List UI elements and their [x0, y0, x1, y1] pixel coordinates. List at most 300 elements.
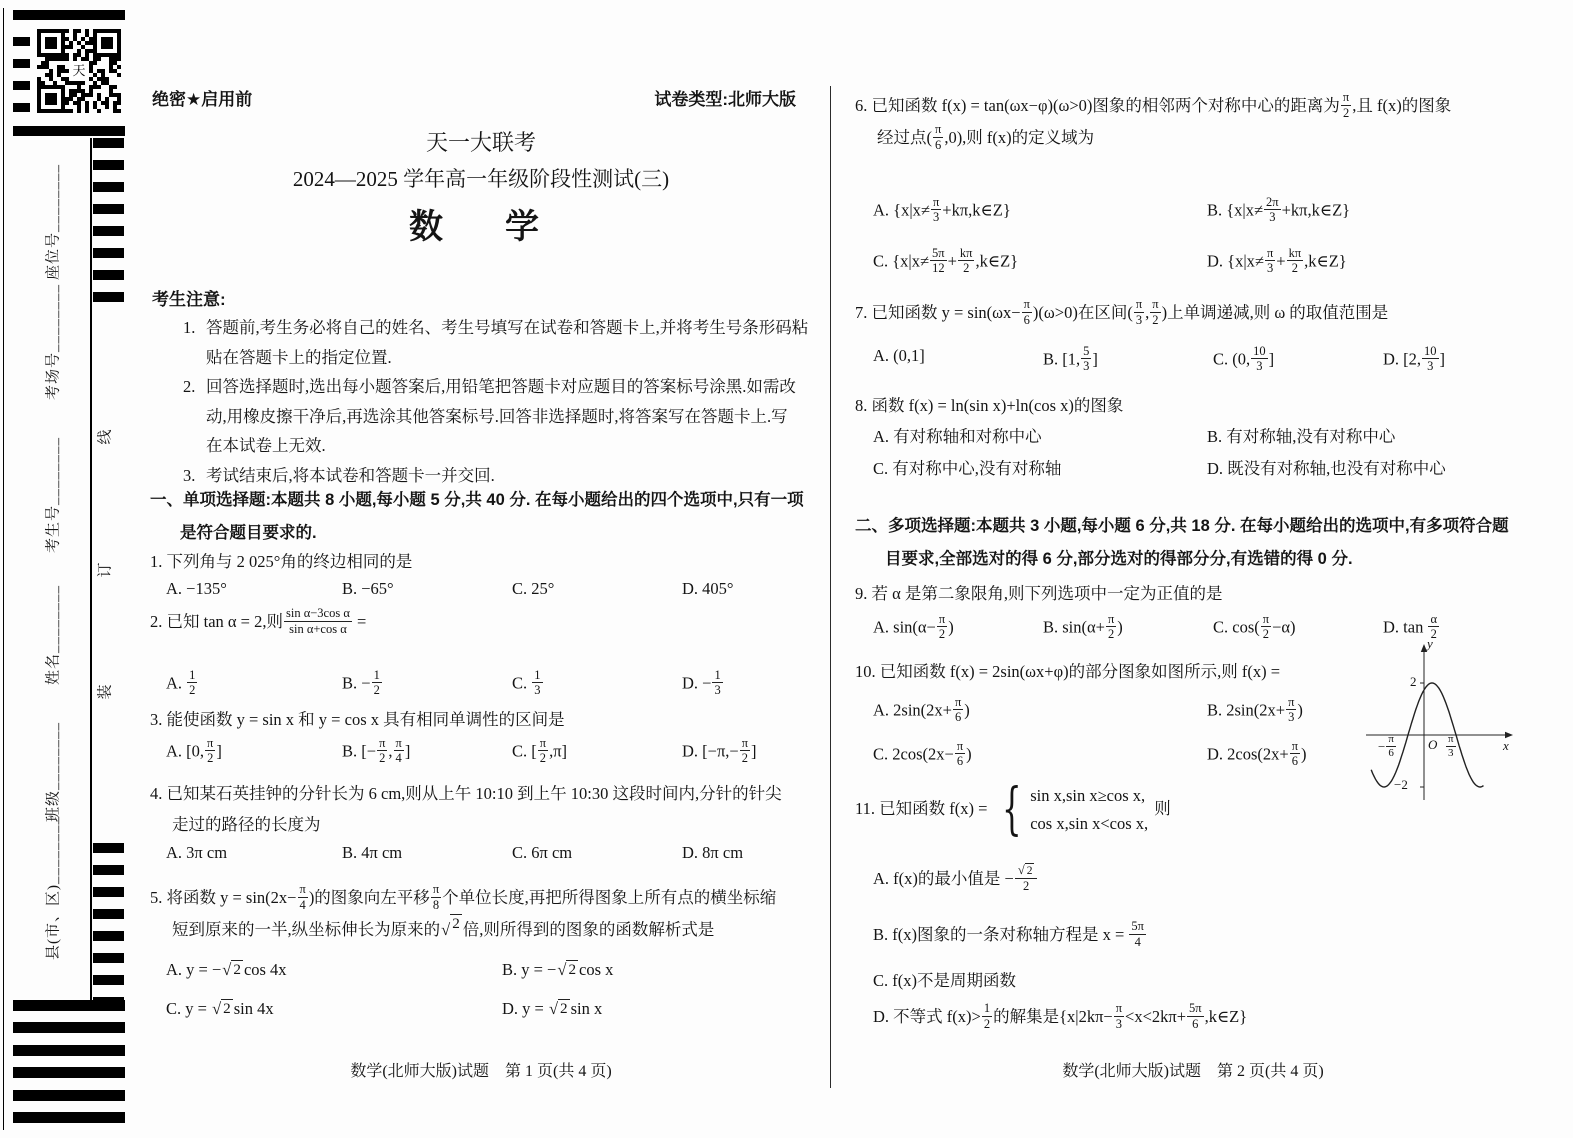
text-fragment — [81, 93, 85, 97]
text-fragment — [109, 69, 113, 73]
text-fragment — [61, 65, 65, 69]
text-fragment: kπ — [959, 246, 973, 260]
text-fragment — [37, 77, 41, 81]
text-fragment — [113, 69, 117, 73]
option-5-C: C. y = √ 2 sin 4x — [166, 999, 274, 1018]
text-fragment: 1 — [534, 668, 541, 682]
text-fragment — [77, 29, 81, 33]
text-fragment: 1 — [189, 668, 196, 682]
text-fragment: 6 — [953, 709, 963, 724]
fraction — [1015, 863, 1038, 894]
text-fragment — [101, 73, 105, 77]
text-fragment — [109, 61, 113, 65]
option-9-A: A. sin(α− $\frac{\pi}{2}$ ) — [873, 612, 954, 642]
bottom-stripe — [13, 1112, 125, 1123]
text-fragment: 3 — [1264, 209, 1281, 224]
page1-header-row — [152, 85, 796, 110]
question-line — [855, 578, 1531, 609]
sqrt — [441, 914, 462, 945]
question-line — [150, 704, 812, 735]
exam-page-1 — [150, 82, 812, 1138]
text-fragment — [45, 65, 49, 69]
text-fragment — [69, 41, 73, 45]
sqrt — [549, 999, 570, 1019]
text-fragment — [97, 77, 101, 81]
text-fragment: α — [1430, 612, 1438, 626]
text-fragment — [73, 37, 77, 41]
fraction — [1261, 612, 1271, 642]
text-fragment — [97, 85, 101, 89]
text-fragment — [37, 65, 41, 69]
fraction — [982, 1001, 992, 1031]
option-2-D: D. − $\frac{1}{3}$ — [682, 668, 721, 698]
timing-mark-upper — [93, 204, 124, 214]
text-fragment — [77, 105, 81, 109]
text-fragment: 5π — [932, 246, 945, 260]
binding-char-staple: 订 — [96, 562, 114, 578]
fraction — [931, 195, 941, 225]
fraction — [712, 668, 722, 698]
section-line: 二、多项选择题:本题共 3 小题,每小题 6 分,共 18 分. 在每小题给出的选项中,有多项符合题 — [855, 517, 1509, 535]
text-fragment: 6 — [1022, 312, 1032, 327]
fraction — [431, 882, 441, 912]
fraction — [937, 612, 947, 642]
text-fragment — [41, 65, 45, 69]
fraction — [1428, 612, 1439, 642]
x-tick-pi-3 — [1445, 735, 1457, 761]
text-fragment: 已知函数 f(x) = tan(ωx−φ)(ω>0)图象的相邻两个对称中心的距离为 $\frac{\pi}{2}$ ,且 f(x)的图象 — [871, 90, 1452, 120]
option-2-B: B. − $\frac{1}{2}$ — [342, 668, 380, 698]
candidate-number-label: 考生号________ — [45, 436, 62, 554]
question-number: 5. — [150, 888, 167, 907]
fraction — [377, 736, 387, 766]
text-fragment — [113, 105, 117, 109]
text-fragment: 2 — [740, 750, 750, 765]
fraction — [538, 736, 548, 766]
text-fragment — [73, 81, 77, 85]
text-fragment — [93, 85, 97, 89]
text-fragment — [61, 69, 65, 73]
option-4-D: D. 8π cm — [682, 843, 744, 862]
text-fragment: π — [1266, 246, 1274, 260]
question-number: 6. — [855, 96, 872, 115]
question-line — [855, 656, 1531, 687]
sqrt — [557, 960, 578, 980]
text-fragment — [49, 77, 53, 81]
origin-label: O — [1428, 737, 1438, 752]
text-fragment — [81, 37, 85, 41]
text-fragment — [105, 77, 109, 81]
option-8-B: B. 有对称轴,没有对称中心 — [1207, 427, 1396, 446]
text-fragment — [85, 109, 89, 113]
text-fragment: 1 — [983, 1001, 991, 1016]
text-fragment: kπ — [1288, 246, 1302, 260]
text-fragment — [93, 73, 97, 77]
timing-mark-upper — [93, 160, 124, 170]
question-line — [150, 809, 812, 840]
timing-mark-upper — [93, 138, 124, 148]
text-fragment — [61, 77, 65, 81]
text-fragment: 走过的路径的长度为 — [172, 815, 321, 834]
text-fragment: π — [1262, 612, 1270, 626]
text-fragment: 3 — [1134, 312, 1144, 327]
binding-rule-line — [90, 138, 92, 1000]
text-fragment — [117, 109, 121, 113]
text-fragment: 6 — [1187, 1016, 1204, 1031]
question-number: 1. — [150, 552, 167, 571]
text-fragment — [69, 89, 73, 93]
paper-type: 试卷类型:北师大版 — [654, 90, 796, 109]
question-11 — [855, 777, 1531, 843]
text-fragment — [65, 97, 69, 101]
text-fragment — [113, 61, 117, 65]
option-8-D: D. 既没有对称轴,也没有对称中心 — [1207, 459, 1446, 478]
notice-1-line: 1. 答题前,考生务必将自己的姓名、考生号填写在试卷和答题卡上,并将考生号条形码粘 — [150, 313, 812, 343]
text-fragment: 已知函数 f(x) = 2sin(ωx+φ)的部分图象如图所示,则 f(x) = — [879, 662, 1281, 681]
text-fragment — [77, 101, 81, 105]
text-fragment — [61, 57, 65, 61]
fraction — [933, 122, 943, 152]
timing-square — [13, 103, 30, 112]
notice-2-line: 在本试卷上无效. — [206, 436, 326, 455]
text-fragment — [81, 57, 85, 61]
option-3-B: B. [− $\frac{\pi}{2}$ , $\frac{\pi}{4}$ ] — [342, 736, 411, 766]
text-fragment — [77, 85, 81, 89]
option-3-C: C. [ $\frac{\pi}{2}$ ,π] — [512, 736, 568, 766]
text-fragment: √ — [548, 999, 559, 1018]
fraction — [1081, 344, 1091, 374]
text-fragment: 2 — [452, 915, 460, 933]
qr-code — [37, 29, 121, 118]
text-fragment — [1030, 782, 1148, 838]
timing-mark-upper — [93, 182, 124, 192]
text-fragment: 6 — [933, 137, 943, 152]
text-fragment — [73, 57, 77, 61]
x-axis-label: x — [1503, 738, 1509, 753]
bottom-stripe — [13, 1045, 125, 1056]
text-fragment — [89, 49, 93, 53]
text-fragment — [45, 73, 49, 77]
question-2 — [150, 606, 812, 638]
option-1-C: C. 25° — [512, 579, 555, 598]
text-fragment: √ — [441, 920, 451, 940]
text-fragment — [65, 57, 69, 61]
text-fragment: sin x,sin x≥cos x, — [1030, 786, 1146, 805]
text-fragment — [101, 69, 105, 73]
text-fragment — [109, 85, 113, 89]
text-fragment: sin α+cos α — [284, 621, 352, 636]
text-fragment: π — [956, 739, 964, 753]
text-fragment: 短到原来的一半,纵坐标伸长为原来的 √ 2 倍,则所得到的图象的函数解析式是 — [172, 920, 714, 939]
text-fragment: π — [1342, 90, 1350, 105]
option-1-A: A. −135° — [166, 579, 227, 598]
text-fragment: 4 — [1129, 934, 1146, 949]
question-7 — [855, 297, 1531, 329]
text-fragment: π — [954, 695, 962, 709]
text-fragment: 2 — [568, 961, 577, 978]
text-fragment — [37, 29, 121, 113]
option-3-A: A. [0, $\frac{\pi}{2}$ ] — [166, 736, 222, 766]
text-fragment: 2 — [377, 750, 387, 765]
text-fragment — [85, 93, 89, 97]
timing-square — [13, 37, 30, 46]
fraction — [1265, 246, 1275, 276]
text-fragment: 2 — [983, 1016, 991, 1031]
text-fragment — [49, 73, 53, 77]
sqrt — [212, 999, 233, 1019]
bottom-stripe — [13, 1000, 125, 1011]
text-fragment: 下列角与 2 025°角的终边相同的是 — [166, 552, 413, 571]
text-fragment: 2 — [937, 626, 947, 641]
question-3 — [150, 704, 812, 735]
text-fragment: 2 — [958, 260, 975, 275]
county-label: 县(市、区)________ — [45, 816, 62, 960]
fraction — [1386, 733, 1396, 759]
text-fragment: 4 — [298, 897, 308, 912]
timing-mark-lower — [93, 909, 124, 919]
text-fragment — [89, 69, 93, 73]
text-fragment — [109, 89, 113, 93]
fraction — [1286, 695, 1296, 725]
text-fragment: √ — [212, 999, 222, 1018]
text-fragment: π — [1291, 739, 1299, 753]
text-fragment — [85, 57, 89, 61]
text-fragment: 2 — [205, 750, 215, 765]
text-fragment — [49, 57, 53, 61]
text-fragment — [73, 29, 77, 33]
seat-number-label: 座位号________ — [45, 163, 62, 281]
text-fragment: 3 — [1083, 359, 1090, 374]
bottom-stripe — [13, 1022, 125, 1033]
sqrt — [222, 960, 243, 980]
text-fragment — [53, 81, 57, 85]
text-fragment: 3 — [1251, 358, 1268, 373]
security-notice: 绝密★启用前 — [152, 90, 253, 109]
fraction — [1114, 1001, 1124, 1031]
binding-sidebar — [0, 0, 146, 1138]
text-fragment: π — [395, 736, 402, 750]
timing-mark-lower — [93, 975, 124, 985]
text-fragment: 已知某石英挂钟的分针长为 6 cm,则从上午 10:10 到上午 10:30 这段时间内,分针的针尖 — [166, 784, 782, 803]
option-2-C: C. $\frac{1}{3}$ — [512, 668, 541, 698]
text-fragment — [85, 49, 89, 53]
notice-2-line: 2. 回答选择题时,选出每小题答案后,用铅笔把答题卡对应题目的答案标号涂黑.如需改 — [150, 372, 812, 402]
option-7-D: D. [2, $\frac{10}{3}$ ] — [1383, 344, 1446, 374]
text-fragment: 能使函数 y = sin x 和 y = cos x 具有相同单调性的区间是 — [166, 710, 565, 729]
option-11-B: B. f(x)图象的一条对称轴方程是 x = $\frac{5\pi}{4}$ — [873, 919, 1144, 949]
text-fragment — [57, 69, 61, 73]
text-fragment — [93, 105, 97, 109]
section-line: 一、单项选择题:本题共 8 小题,每小题 5 分,共 40 分. 在每小题给出的四个选项中,只有一项 — [150, 491, 804, 509]
question-9 — [855, 578, 1531, 609]
option-6-A: A. {x|x≠ $\frac{\pi}{3}$ +kπ,k∈Z} — [873, 195, 1011, 225]
text-fragment — [73, 53, 77, 57]
timing-mark-upper — [93, 248, 124, 258]
class-label: 班级________ — [45, 721, 62, 823]
text-fragment: cos x,sin x<cos x, — [1030, 814, 1149, 833]
question-line — [855, 90, 1531, 122]
qr-logo-glyph: 天 — [72, 63, 86, 78]
fraction — [298, 882, 308, 912]
fraction — [1264, 195, 1281, 225]
text-fragment: 2π — [1266, 195, 1279, 209]
text-fragment: sin α−3cos α — [285, 606, 350, 621]
text-fragment: 2 — [1261, 626, 1271, 641]
text-fragment: 3 — [1114, 1016, 1124, 1031]
fraction — [1422, 344, 1439, 374]
option-11-A: A. f(x)的最小值是 − √ 2 2 — [873, 865, 1038, 896]
text-fragment: 已知函数 y = sin(ωx− $\frac{\pi}{6}$ )(ω>0)在区间( $\frac{\pi}{3}$ , $\frac{\pi}{2}$ )上单调递减,则 ω 的取值范围是 — [871, 297, 1389, 327]
binding-char-bind: 装 — [96, 684, 114, 700]
exam-room-label: 考场号________ — [45, 283, 62, 401]
text-fragment: 1 — [373, 668, 380, 682]
text-fragment — [89, 85, 93, 89]
text-fragment: 3 — [1446, 746, 1456, 760]
section-1-heading — [150, 484, 812, 550]
text-fragment — [65, 69, 69, 73]
text-fragment — [77, 89, 81, 93]
text-fragment — [93, 81, 97, 85]
text-fragment: 8 — [431, 897, 441, 912]
question-6 — [855, 90, 1531, 154]
option-8-C: C. 有对称中心,没有对称轴 — [873, 459, 1062, 478]
text-fragment — [117, 101, 121, 105]
question-line — [855, 297, 1531, 329]
question-number: 3. — [150, 710, 167, 729]
fraction — [372, 668, 382, 698]
text-fragment — [65, 53, 69, 57]
text-fragment: √ — [557, 960, 567, 979]
text-fragment — [77, 41, 81, 45]
text-fragment — [65, 45, 69, 49]
timing-square — [13, 59, 30, 68]
text-fragment — [73, 33, 77, 37]
text-fragment: π — [1448, 733, 1454, 745]
text-fragment: 5π — [1189, 1001, 1202, 1016]
question-line — [855, 390, 1531, 421]
text-fragment — [65, 29, 69, 33]
text-fragment: π — [932, 195, 940, 209]
text-fragment: 2 — [223, 1000, 231, 1017]
text-fragment: 2 — [373, 683, 380, 698]
option-8-A: A. 有对称轴和对称中心 — [873, 427, 1042, 446]
fraction — [1290, 739, 1300, 769]
text-fragment — [97, 93, 101, 97]
text-fragment — [45, 37, 57, 49]
question-line — [855, 777, 1531, 843]
text-fragment: π — [299, 882, 306, 897]
sqrt — [1018, 863, 1035, 878]
question-4 — [150, 778, 812, 840]
binding-char-line: 线 — [96, 429, 114, 445]
question-5 — [150, 882, 812, 945]
text-fragment: 2 — [538, 750, 548, 765]
question-1 — [150, 546, 812, 577]
text-fragment: π — [1288, 695, 1295, 709]
text-fragment: 1. — [183, 318, 196, 337]
option-5-D: D. y = √ 2 sin x — [502, 999, 603, 1018]
section-2-heading — [855, 510, 1531, 576]
question-number: 8. — [855, 396, 872, 415]
text-fragment — [1015, 863, 1038, 878]
fraction — [1134, 297, 1144, 327]
question-line — [855, 122, 1531, 154]
text-fragment — [117, 93, 121, 97]
name-label: 姓名________ — [45, 584, 62, 686]
option-3-D: D. [−π,− $\frac{\pi}{2}$ ] — [682, 736, 757, 766]
text-fragment — [109, 93, 113, 97]
text-fragment — [85, 33, 89, 37]
option-10-C: C. 2cos(2x− $\frac{\pi}{6}$ ) — [873, 739, 972, 769]
text-fragment — [93, 61, 97, 65]
text-fragment: 2 — [1428, 626, 1439, 641]
text-fragment: π — [935, 122, 942, 137]
text-fragment: 若 α 是第二象限角,则下列选项中一定为正值的是 — [871, 584, 1223, 603]
option-4-B: B. 4π cm — [342, 843, 403, 862]
text-fragment — [65, 101, 69, 105]
text-fragment: π — [207, 736, 214, 750]
text-fragment: 函数 f(x) = ln(sin x)+ln(cos x)的图象 — [871, 396, 1124, 415]
subject-title: 数 学 — [409, 209, 553, 246]
timing-mark-upper — [93, 270, 124, 280]
text-fragment — [117, 65, 121, 69]
timing-mark-lower — [93, 931, 124, 941]
question-line — [150, 882, 812, 914]
text-fragment — [101, 81, 105, 85]
option-2-A: A. $\frac{1}{2}$ — [166, 668, 196, 698]
bottom-stripe — [13, 1090, 125, 1101]
text-fragment: π — [1388, 733, 1394, 745]
text-fragment — [113, 101, 117, 105]
text-fragment: 3. — [183, 465, 196, 485]
text-fragment — [89, 65, 93, 69]
text-fragment: √ — [1017, 863, 1025, 877]
text-fragment — [89, 93, 93, 97]
text-fragment: 将函数 y = sin(2x− $\frac{\pi}{4}$ )的图象向左平移 $\frac{\pi}{8}$ 个单位长度,再把所得图象上所有点的横坐标缩 — [166, 882, 777, 912]
option-9-D: D. tan $\frac{\alpha}{2}$ — [1383, 612, 1438, 642]
option-10-A: A. 2sin(2x+ $\frac{\pi}{6}$ ) — [873, 695, 970, 725]
text-fragment: 2 — [189, 683, 196, 698]
text-fragment — [49, 69, 53, 73]
text-fragment — [97, 97, 101, 101]
fraction — [284, 606, 352, 636]
text-fragment: 经过点( $\frac{\pi}{6}$ ,0),则 f(x)的定义域为 — [877, 122, 1095, 152]
text-fragment: { — [1001, 777, 1022, 843]
text-fragment: 3 — [534, 683, 541, 698]
question-number: 9. — [855, 584, 872, 603]
text-fragment — [69, 97, 73, 101]
text-fragment: 2. — [183, 377, 196, 396]
text-fragment — [97, 69, 101, 73]
text-fragment: 2 — [1026, 865, 1033, 877]
candidate-notices — [150, 313, 812, 490]
text-fragment — [65, 81, 69, 85]
text-fragment — [117, 73, 121, 77]
text-fragment: 已知函数 f(x) = { sin x,sin x≥cos x, cos x,sin x<cos x, 则 — [879, 777, 1171, 843]
fraction — [1150, 297, 1160, 327]
text-fragment — [41, 61, 45, 65]
text-fragment — [105, 101, 109, 105]
text-fragment — [101, 101, 105, 105]
text-fragment — [101, 37, 113, 49]
page1-footer: 数学(北师大版)试题 第 1 页(共 4 页) — [350, 1063, 612, 1080]
question-number: 11. — [855, 798, 880, 818]
text-fragment — [93, 101, 97, 105]
question-number: 2. — [150, 612, 167, 631]
text-fragment: 已知 tan α = 2,则 $\frac{\text{sin α−3cos α}}{\text{sin α+cos α}}$ = — [166, 606, 367, 636]
text-fragment — [77, 97, 81, 101]
text-fragment: π — [539, 736, 547, 750]
